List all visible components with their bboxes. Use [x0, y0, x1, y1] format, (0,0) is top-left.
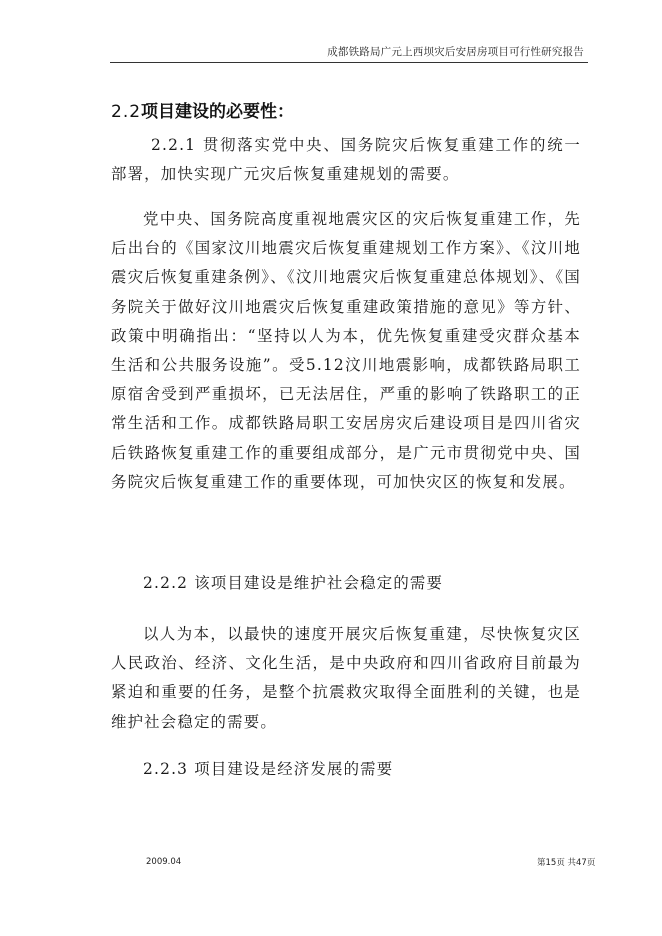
- header-title: 成都铁路局广元上西坝灾后安居房项目可行性研究报告: [327, 46, 584, 58]
- header-rule: [110, 62, 588, 63]
- body-paragraph-1: 党中央、国务院高度重视地震灾区的灾后恢复重建工作，先后出台的《国家汶川地震灾后恢复重建规划工作方案》、《汶川地震灾后恢复重建条例》、《汶川地震灾后恢复重建总体规划》、《国务院关于做好汶川地震灾后恢复重建政策措施的意见》等方针、政策中明确指出：“坚持以人为本，优先恢复重建受灾群众基本生活和公共服务设施”。受5.12汶川地震影响，成都铁路局职工原宿舍受到严重损坏，已无法居住，严重的影响了铁路职工的正常生活和工作。成都铁路局职工安居房灾后建设项目是四川省灾后铁路恢复重建工作的重要组成部分，是广元市贯彻党中央、国务院灾后恢复重建工作的重要体现，可加快灾区的恢复和发展。: [111, 210, 581, 491]
- body-paragraph-2: 以人为本，以最快的速度开展灾后恢复重建，尽快恢复灾区人民政治、经济、文化生活，是中央政府和四川省政府目前最为紧迫和重要的任务，是整个抗震救灾取得全面胜利的关键，也是维护社会稳定的需要。: [111, 625, 581, 731]
- subsection-heading-2-2-2: 2.2.2 该项目建设是维护社会稳定的需要: [143, 574, 444, 592]
- subsection-heading-2-2-1: 2.2.1 贯彻落实党中央、国务院灾后恢复重建工作的统一部署，加快实现广元灾后恢复重建规划的需要。: [111, 136, 581, 184]
- section-title: 项目建设的必要性：: [141, 102, 295, 122]
- footer-page-number: 第15页 共47页: [537, 858, 596, 868]
- section-number: 2.2: [111, 102, 142, 122]
- section-heading: [111, 97, 294, 122]
- subsection-heading-2-2-3: 2.2.3 项目建设是经济发展的需要: [143, 760, 394, 778]
- footer-date: 2009.04: [146, 857, 182, 867]
